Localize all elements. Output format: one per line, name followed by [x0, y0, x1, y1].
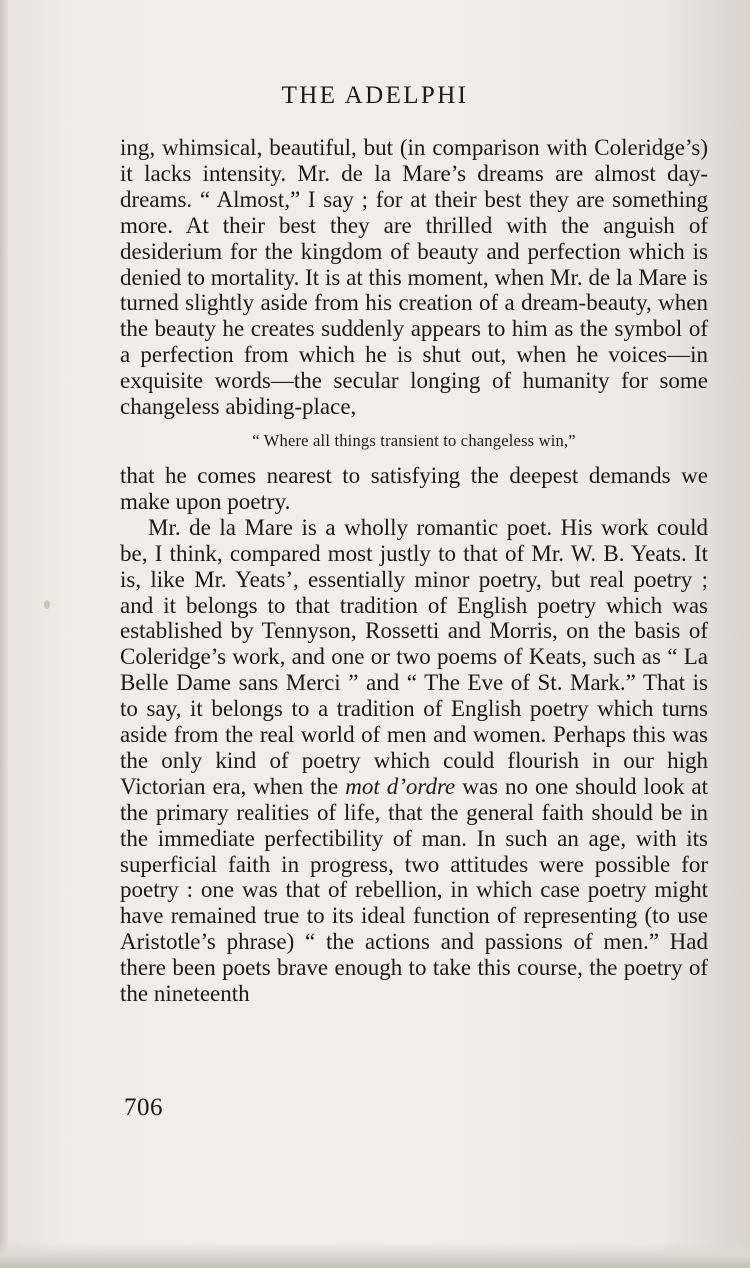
paragraph-2: that he comes nearest to satisfying the deepest demands we make upon poetry. [120, 462, 708, 514]
paper-stain [44, 600, 50, 609]
running-title: THE ADELPHI [281, 82, 469, 109]
verse-quotation: “ Where all things transient to changeless win,” [252, 430, 576, 450]
paragraph-3 [120, 515, 708, 1007]
italic-phrase: mot d’ordre [345, 773, 456, 799]
paragraph-3-text-a: Mr. de la Mare is a wholly romantic poet. His work could be, I think, compared most justly to that of Mr. W. B. Yeats. It is, like Mr. Yeats’, essentially minor poetry, but real poetry ; and it belongs to that tradition of English poetry which was established by Tennyson, Rossetti and Morris, on the basis of Coleridge’s work, and one or two poems of Keats, such as “ La Belle Dame sans Merci ” and “ The Eve of St. Mark.” That is to say, it belongs to a tradition of English poetry which turns aside from the real world of men and women. Perhaps this was the only kind of poetry which could flourish in our high Victorian era, when the [120, 514, 708, 799]
paragraph-3-text-b: was no one should look at the primary realities of life, that the general faith should be in the immediate perfectibility of man. In such an age, with its superficial faith in progress, two attitudes were possible for poetry : one was that of rebellion, in which case poetry might have remained true to its ideal function of representing (to use Aristotle’s phrase) “ the actions and passions of men.” Had there been poets brave enough to take this course, the poetry of the nineteenth [120, 773, 709, 1007]
body-text [120, 135, 708, 1007]
page-number: 706 [124, 1094, 163, 1121]
page-bottom-shadow [0, 1242, 750, 1268]
paragraph-1: ing, whimsical, beautiful, but (in comparison with Coleridge’s) it lacks intensity. Mr. de la Mare’s dreams are almost day-dreams. “ Almost,” I say ; for at their best they are something more. At their best they are thrilled with the anguish of desiderium for the kingdom of beauty and perfection which is denied to mortality. It is at this moment, when Mr. de la Mare is turned slightly aside from his creation of a dream-beauty, when the beauty he creates suddenly appears to him as the symbol of a perfection from which he is shut out, when he voices—in exquisite words—the secular longing of humanity for some changeless abiding-place, [120, 135, 708, 420]
page-binding-edge [0, 0, 8, 1268]
